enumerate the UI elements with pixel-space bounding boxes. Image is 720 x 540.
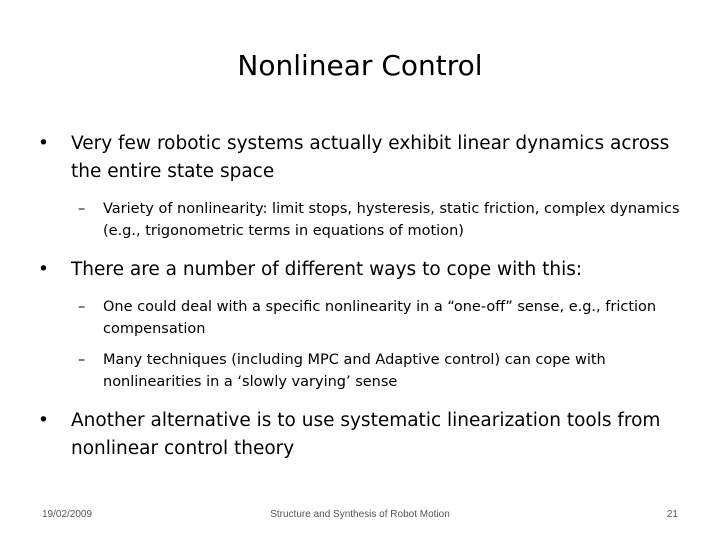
bullet-text: Very few robotic systems actually exhibit linear dynamics across the entire state space	[71, 133, 670, 182]
bullet-item	[32, 407, 682, 463]
dash-icon: –	[78, 201, 86, 217]
dash-icon: –	[78, 352, 86, 368]
bullet-item	[32, 130, 682, 186]
sub-bullet-item	[71, 198, 682, 242]
bullet-icon: •	[38, 410, 49, 431]
page-number: 21	[666, 509, 678, 520]
bullet-item	[32, 256, 682, 284]
sub-bullet-item	[71, 349, 682, 393]
sub-bullet-text: Many techniques (including MPC and Adaptive control) can cope with nonlinearities in a ‘slowly varying’ sense	[103, 352, 606, 390]
sub-bullet-item	[71, 296, 682, 340]
slide-body	[32, 130, 682, 475]
bullet-text: There are a number of different ways to cope with this:	[71, 259, 583, 280]
sub-bullet-text: Variety of nonlinearity: limit stops, hysteresis, static friction, complex dynamics (e.g., trigonometric terms in equations of motion)	[103, 201, 680, 239]
dash-icon: –	[78, 299, 86, 315]
footer-title: Structure and Synthesis of Robot Motion	[270, 509, 450, 520]
bullet-text: Another alternative is to use systematic linearization tools from nonlinear control theory	[71, 410, 661, 459]
bullet-icon: •	[38, 259, 49, 280]
bullet-icon: •	[38, 133, 49, 154]
slide-title: Nonlinear Control	[237, 49, 483, 82]
footer-date: 19/02/2009	[42, 509, 93, 520]
sub-bullet-text: One could deal with a specific nonlinearity in a “one-off” sense, e.g., friction compensation	[103, 299, 657, 337]
